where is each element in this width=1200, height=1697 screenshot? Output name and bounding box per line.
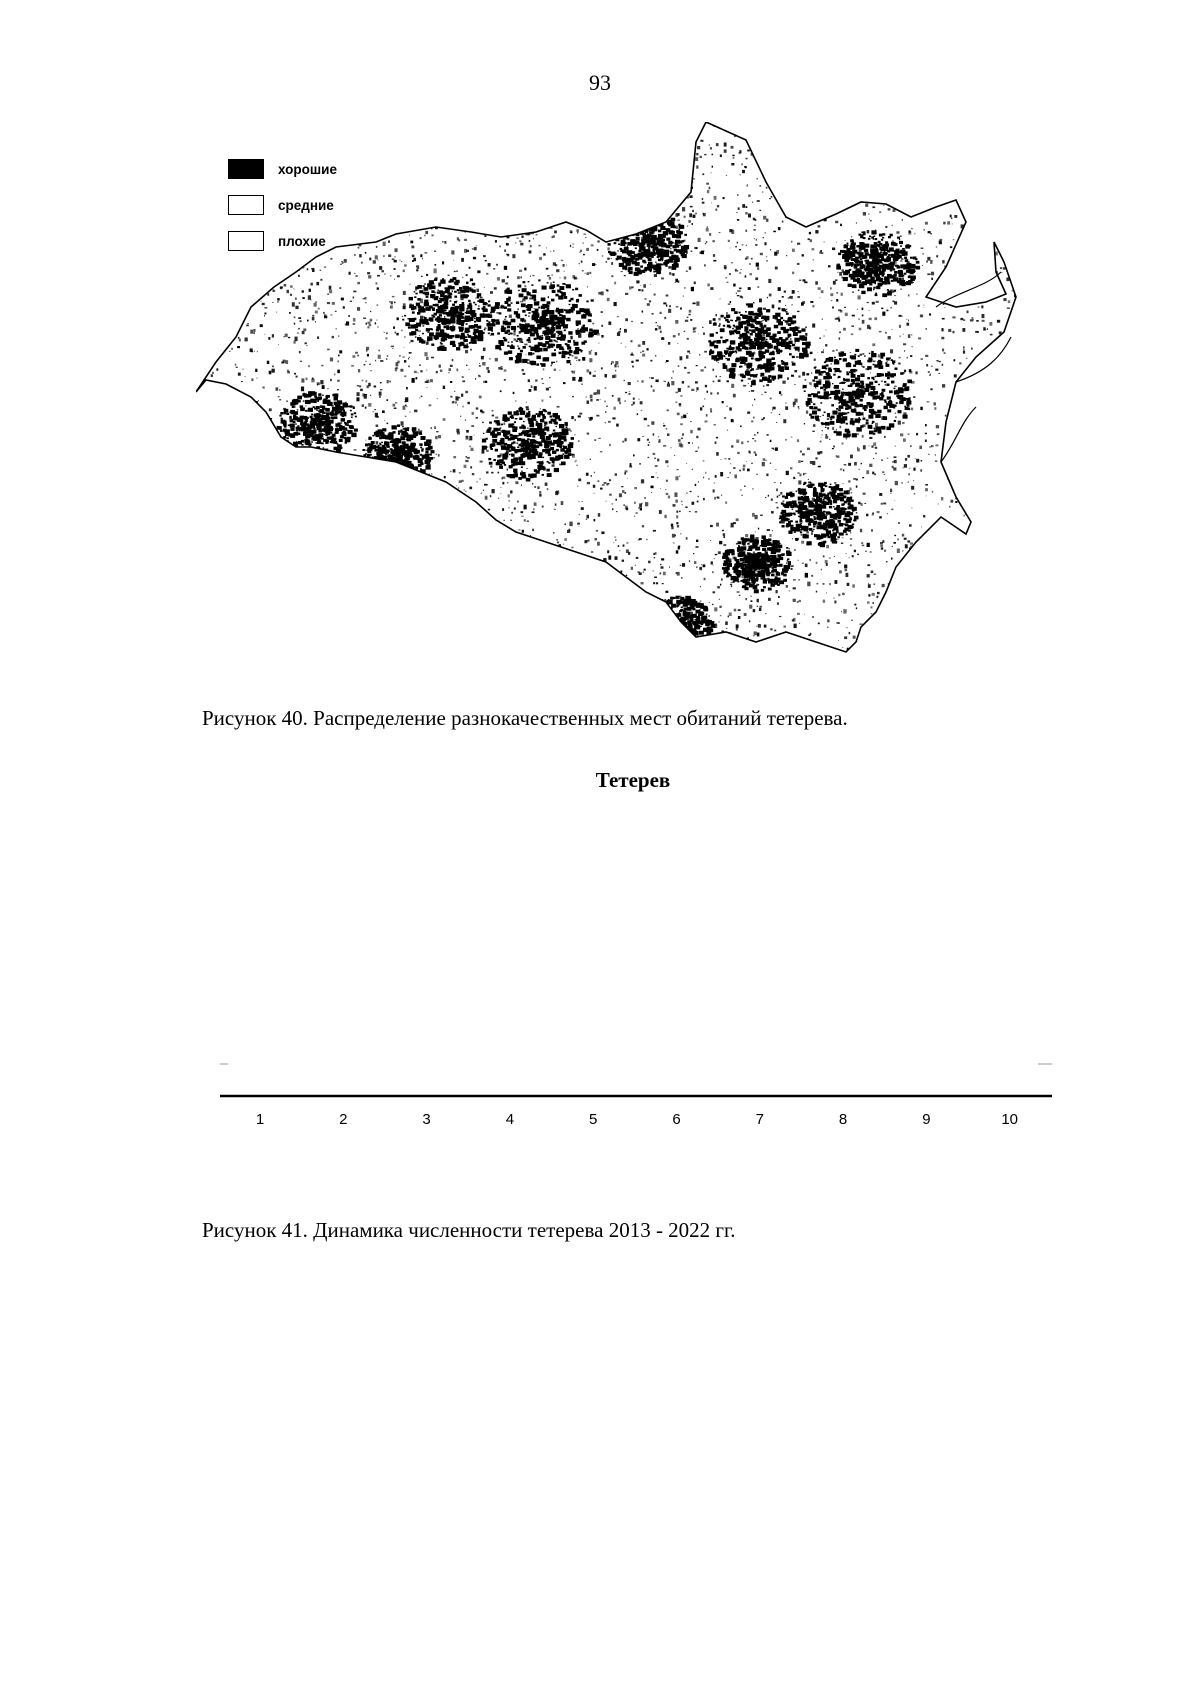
x-tick-label: 7 — [755, 1111, 764, 1128]
x-tick-label: 10 — [1001, 1111, 1019, 1128]
legend-label-medium: средние — [278, 197, 334, 213]
figure-41-caption: Рисунок 41. Динамика численности тетерева 2013 - 2022 гг. — [202, 1218, 736, 1242]
x-tick-label: 3 — [422, 1111, 431, 1128]
chart-title: Тетерев — [595, 768, 671, 792]
legend-item-good — [228, 158, 337, 180]
population-chart — [220, 1060, 1060, 1170]
page-number: 93 — [589, 70, 611, 95]
legend-swatch-medium — [228, 195, 264, 215]
legend-label-poor: плохие — [278, 233, 326, 249]
legend-label-good: хорошие — [278, 161, 337, 177]
legend-item-medium — [228, 194, 337, 216]
x-tick-label: 8 — [838, 1111, 848, 1128]
x-tick-label: 6 — [672, 1111, 681, 1128]
legend-swatch-poor — [228, 231, 264, 251]
x-tick-label: 4 — [505, 1111, 515, 1128]
x-tick-label: 5 — [589, 1111, 598, 1128]
legend-item-poor — [228, 230, 337, 252]
figure-40-caption: Рисунок 40. Распределение разнокачественных мест обитаний тетерева. — [202, 706, 848, 730]
x-tick-label: 1 — [255, 1111, 265, 1128]
legend-swatch-good — [228, 159, 264, 179]
x-tick-label: 9 — [922, 1111, 931, 1128]
population-chart-svg — [220, 1060, 1060, 1170]
map-legend — [228, 158, 337, 266]
x-tick-label: 2 — [339, 1111, 348, 1128]
